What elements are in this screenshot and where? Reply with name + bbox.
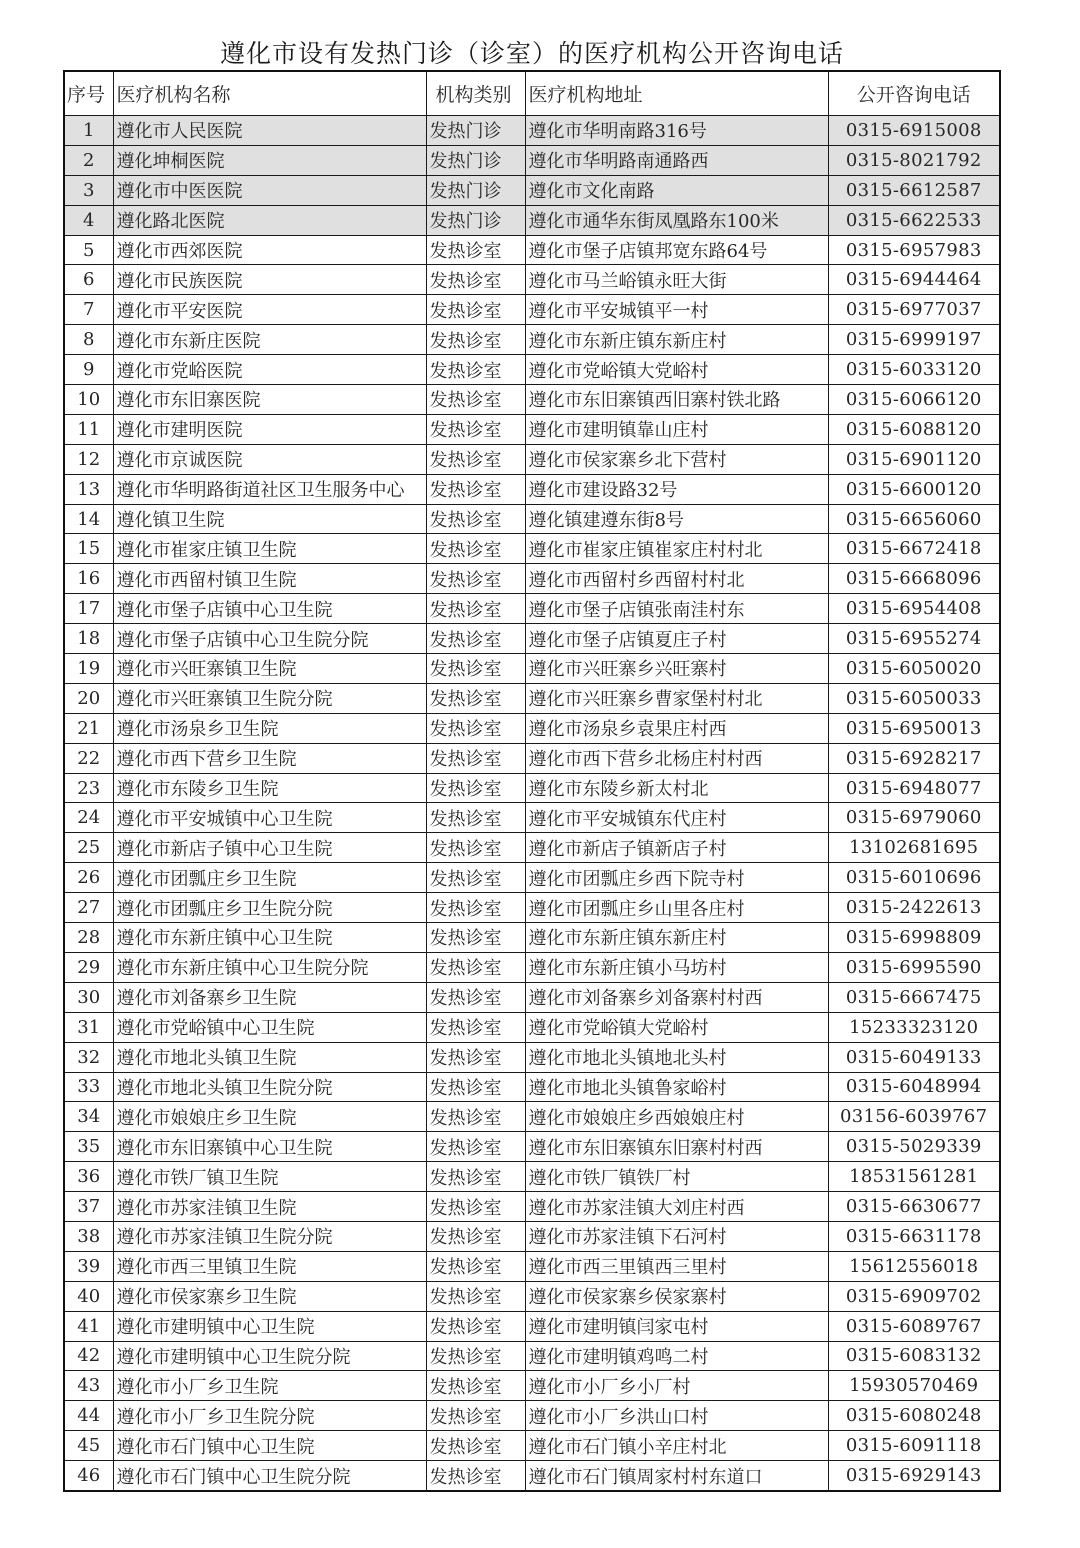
institution-name-cell: 遵化市华明路街道社区卫生服务中心	[113, 474, 426, 504]
serial-no-cell: 46	[64, 1461, 113, 1491]
serial-no-cell: 25	[64, 833, 113, 863]
consult-phone-cell: 0315-6957983	[828, 235, 1000, 265]
table-row	[64, 803, 1000, 833]
consult-phone-cell: 0315-6089767	[828, 1311, 1000, 1341]
institution-name-cell: 遵化路北医院	[113, 205, 426, 235]
institution-type-cell: 发热诊室	[426, 325, 525, 355]
serial-no-cell: 38	[64, 1221, 113, 1251]
institution-type-cell: 发热诊室	[426, 1311, 525, 1341]
table-row	[64, 325, 1000, 355]
institution-address-cell: 遵化市西三里镇西三里村	[525, 1251, 828, 1281]
institution-type-cell: 发热诊室	[426, 1401, 525, 1431]
institution-address-cell: 遵化市马兰峪镇永旺大街	[525, 265, 828, 295]
table-row	[64, 1281, 1000, 1311]
institution-type-cell: 发热诊室	[426, 773, 525, 803]
institution-name-cell: 遵化市建明镇中心卫生院	[113, 1311, 426, 1341]
consult-phone-cell: 0315-6929143	[828, 1461, 1000, 1491]
serial-no-cell: 22	[64, 743, 113, 773]
consult-phone-cell: 0315-6622533	[828, 205, 1000, 235]
serial-no-cell: 33	[64, 1072, 113, 1102]
institution-address-cell: 遵化市团瓢庄乡西下院寺村	[525, 863, 828, 893]
serial-no-cell: 3	[64, 175, 113, 205]
institution-type-cell: 发热诊室	[426, 235, 525, 265]
serial-no-cell: 6	[64, 265, 113, 295]
institution-address-cell: 遵化市华明南路316号	[525, 116, 828, 146]
consult-phone-cell: 15930570469	[828, 1371, 1000, 1401]
consult-phone-cell: 0315-6050020	[828, 654, 1000, 684]
institution-address-cell: 遵化市通华东街凤凰路东100米	[525, 205, 828, 235]
institution-name-cell: 遵化市铁厂镇卫生院	[113, 1162, 426, 1192]
table-row	[64, 385, 1000, 415]
institution-address-cell: 遵化市苏家洼镇下石河村	[525, 1221, 828, 1251]
table-row	[64, 654, 1000, 684]
serial-no-cell: 2	[64, 145, 113, 175]
table-row	[64, 145, 1000, 175]
serial-no-cell: 21	[64, 713, 113, 743]
institution-address-cell: 遵化市侯家寨乡侯家寨村	[525, 1281, 828, 1311]
institution-address-cell: 遵化市建明镇靠山庄村	[525, 414, 828, 444]
institution-type-cell: 发热诊室	[426, 1042, 525, 1072]
table-row	[64, 414, 1000, 444]
serial-no-cell: 32	[64, 1042, 113, 1072]
serial-no-cell: 9	[64, 355, 113, 385]
serial-no-cell: 31	[64, 1012, 113, 1042]
consult-phone-cell: 0315-6955274	[828, 624, 1000, 654]
institution-name-cell: 遵化市侯家寨乡卫生院	[113, 1281, 426, 1311]
table-row	[64, 743, 1000, 773]
institution-address-cell: 遵化市兴旺寨乡兴旺寨村	[525, 654, 828, 684]
institution-name-cell: 遵化坤桐医院	[113, 145, 426, 175]
consult-phone-cell: 0315-8021792	[828, 145, 1000, 175]
institution-type-cell: 发热诊室	[426, 624, 525, 654]
institution-type-cell: 发热诊室	[426, 1192, 525, 1222]
institution-name-cell: 遵化市人民医院	[113, 116, 426, 146]
table-row	[64, 982, 1000, 1012]
institution-type-cell: 发热诊室	[426, 1371, 525, 1401]
institution-address-cell: 遵化市地北头镇鲁家峪村	[525, 1072, 828, 1102]
serial-no-cell: 7	[64, 295, 113, 325]
table-row	[64, 1192, 1000, 1222]
institution-type-cell: 发热诊室	[426, 1431, 525, 1461]
institution-name-cell: 遵化镇卫生院	[113, 504, 426, 534]
consult-phone-cell: 0315-6928217	[828, 743, 1000, 773]
institution-name-cell: 遵化市东新庄镇中心卫生院分院	[113, 952, 426, 982]
consult-phone-cell: 0315-6915008	[828, 116, 1000, 146]
institution-type-cell: 发热诊室	[426, 1012, 525, 1042]
table-row	[64, 952, 1000, 982]
consult-phone-cell: 0315-2422613	[828, 893, 1000, 923]
consult-phone-cell: 15612556018	[828, 1251, 1000, 1281]
institution-name-cell: 遵化市西郊医院	[113, 235, 426, 265]
table-row	[64, 1132, 1000, 1162]
institution-name-cell: 遵化市西三里镇卫生院	[113, 1251, 426, 1281]
serial-no-cell: 5	[64, 235, 113, 265]
table-row	[64, 534, 1000, 564]
institution-name-cell: 遵化市平安城镇中心卫生院	[113, 803, 426, 833]
table-row	[64, 1102, 1000, 1132]
institution-name-cell: 遵化市崔家庄镇卫生院	[113, 534, 426, 564]
serial-no-cell: 18	[64, 624, 113, 654]
institution-type-cell: 发热诊室	[426, 594, 525, 624]
serial-no-cell: 15	[64, 534, 113, 564]
serial-no-cell: 29	[64, 952, 113, 982]
header-institution-type: 机构类别	[426, 71, 525, 116]
serial-no-cell: 1	[64, 116, 113, 146]
consult-phone-cell: 0315-6672418	[828, 534, 1000, 564]
consult-phone-cell: 0315-6999197	[828, 325, 1000, 355]
serial-no-cell: 41	[64, 1311, 113, 1341]
institution-type-cell: 发热诊室	[426, 534, 525, 564]
consult-phone-cell: 0315-6010696	[828, 863, 1000, 893]
institution-address-cell: 遵化市东新庄镇东新庄村	[525, 325, 828, 355]
table-row	[64, 1311, 1000, 1341]
serial-no-cell: 11	[64, 414, 113, 444]
table-row	[64, 1401, 1000, 1431]
header-serial-no: 序号	[64, 71, 113, 116]
table-row	[64, 1371, 1000, 1401]
serial-no-cell: 16	[64, 564, 113, 594]
header-consult-phone: 公开咨询电话	[828, 71, 1000, 116]
consult-phone-cell: 0315-6948077	[828, 773, 1000, 803]
consult-phone-cell: 0315-6091118	[828, 1431, 1000, 1461]
institution-type-cell: 发热诊室	[426, 923, 525, 953]
institution-name-cell: 遵化市东旧寨镇中心卫生院	[113, 1132, 426, 1162]
institution-type-cell: 发热门诊	[426, 145, 525, 175]
institution-address-cell: 遵化市崔家庄镇崔家庄村村北	[525, 534, 828, 564]
table-row	[64, 683, 1000, 713]
consult-phone-cell: 0315-6600120	[828, 474, 1000, 504]
consult-phone-cell: 0315-6667475	[828, 982, 1000, 1012]
institution-address-cell: 遵化市东旧寨镇西旧寨村铁北路	[525, 385, 828, 415]
serial-no-cell: 28	[64, 923, 113, 953]
institution-name-cell: 遵化市西留村镇卫生院	[113, 564, 426, 594]
header-institution-address: 医疗机构地址	[525, 71, 828, 116]
table-row	[64, 594, 1000, 624]
table-row	[64, 295, 1000, 325]
consult-phone-cell: 0315-6080248	[828, 1401, 1000, 1431]
institution-address-cell: 遵化市刘备寨乡刘备寨村村西	[525, 982, 828, 1012]
institution-type-cell: 发热诊室	[426, 654, 525, 684]
institution-type-cell: 发热诊室	[426, 355, 525, 385]
table-row	[64, 1042, 1000, 1072]
institution-type-cell: 发热诊室	[426, 683, 525, 713]
header-institution-name: 医疗机构名称	[113, 71, 426, 116]
institution-address-cell: 遵化市党峪镇大党峪村	[525, 1012, 828, 1042]
table-row	[64, 624, 1000, 654]
consult-phone-cell: 0315-6668096	[828, 564, 1000, 594]
institution-address-cell: 遵化市汤泉乡袁果庄村西	[525, 713, 828, 743]
table-row	[64, 235, 1000, 265]
institution-type-cell: 发热诊室	[426, 833, 525, 863]
institution-name-cell: 遵化市党峪医院	[113, 355, 426, 385]
serial-no-cell: 34	[64, 1102, 113, 1132]
institution-address-cell: 遵化市石门镇周家村村东道口	[525, 1461, 828, 1491]
consult-phone-cell: 0315-6033120	[828, 355, 1000, 385]
institution-address-cell: 遵化市地北头镇地北头村	[525, 1042, 828, 1072]
institution-type-cell: 发热诊室	[426, 444, 525, 474]
institution-address-cell: 遵化市建明镇鸡鸣二村	[525, 1341, 828, 1371]
table-row	[64, 773, 1000, 803]
table-header	[64, 71, 1000, 116]
institution-type-cell: 发热诊室	[426, 504, 525, 534]
institution-name-cell: 遵化市兴旺寨镇卫生院分院	[113, 683, 426, 713]
institution-type-cell: 发热诊室	[426, 982, 525, 1012]
institution-address-cell: 遵化市平安城镇东代庄村	[525, 803, 828, 833]
serial-no-cell: 27	[64, 893, 113, 923]
serial-no-cell: 40	[64, 1281, 113, 1311]
serial-no-cell: 23	[64, 773, 113, 803]
consult-phone-cell: 18531561281	[828, 1162, 1000, 1192]
institution-address-cell: 遵化市石门镇小辛庄村北	[525, 1431, 828, 1461]
institution-address-cell: 遵化市文化南路	[525, 175, 828, 205]
table-row	[64, 923, 1000, 953]
institution-type-cell: 发热诊室	[426, 893, 525, 923]
consult-phone-cell: 0315-6950013	[828, 713, 1000, 743]
table-row	[64, 1072, 1000, 1102]
institution-address-cell: 遵化市东陵乡新太村北	[525, 773, 828, 803]
institution-type-cell: 发热诊室	[426, 1341, 525, 1371]
institution-address-cell: 遵化市东旧寨镇东旧寨村村西	[525, 1132, 828, 1162]
consult-phone-cell: 0315-6066120	[828, 385, 1000, 415]
table-row	[64, 444, 1000, 474]
serial-no-cell: 39	[64, 1251, 113, 1281]
document-title: 遵化市设有发热门诊（诊室）的医疗机构公开咨询电话	[219, 39, 844, 68]
institution-address-cell: 遵化市小厂乡小厂村	[525, 1371, 828, 1401]
institution-type-cell: 发热门诊	[426, 175, 525, 205]
consult-phone-cell: 0315-6995590	[828, 952, 1000, 982]
institution-name-cell: 遵化市团瓢庄乡卫生院	[113, 863, 426, 893]
institution-type-cell: 发热诊室	[426, 1461, 525, 1491]
table-row	[64, 504, 1000, 534]
serial-no-cell: 44	[64, 1401, 113, 1431]
institution-address-cell: 遵化市华明路南通路西	[525, 145, 828, 175]
table-row	[64, 116, 1000, 146]
institution-type-cell: 发热诊室	[426, 474, 525, 504]
institution-name-cell: 遵化市苏家洼镇卫生院	[113, 1192, 426, 1222]
institution-type-cell: 发热诊室	[426, 1281, 525, 1311]
institution-type-cell: 发热门诊	[426, 205, 525, 235]
serial-no-cell: 13	[64, 474, 113, 504]
consult-phone-cell: 0315-6909702	[828, 1281, 1000, 1311]
table-row	[64, 1012, 1000, 1042]
institution-address-cell: 遵化市东新庄镇小马坊村	[525, 952, 828, 982]
institution-name-cell: 遵化市民族医院	[113, 265, 426, 295]
institution-type-cell: 发热诊室	[426, 1221, 525, 1251]
serial-no-cell: 30	[64, 982, 113, 1012]
institution-type-cell: 发热诊室	[426, 743, 525, 773]
table-row	[64, 713, 1000, 743]
institution-address-cell: 遵化市兴旺寨乡曹家堡村村北	[525, 683, 828, 713]
institution-address-cell: 遵化市新店子镇新店子村	[525, 833, 828, 863]
institution-name-cell: 遵化市兴旺寨镇卫生院	[113, 654, 426, 684]
serial-no-cell: 8	[64, 325, 113, 355]
institution-type-cell: 发热诊室	[426, 265, 525, 295]
institution-name-cell: 遵化市东新庄医院	[113, 325, 426, 355]
institution-type-cell: 发热诊室	[426, 713, 525, 743]
table-row	[64, 1251, 1000, 1281]
institution-type-cell: 发热诊室	[426, 1162, 525, 1192]
consult-phone-cell: 0315-6612587	[828, 175, 1000, 205]
institution-name-cell: 遵化市石门镇中心卫生院	[113, 1431, 426, 1461]
institution-name-cell: 遵化市娘娘庄乡卫生院	[113, 1102, 426, 1132]
table-row	[64, 265, 1000, 295]
header-row	[64, 71, 1000, 116]
consult-phone-cell: 0315-6630677	[828, 1192, 1000, 1222]
institution-address-cell: 遵化市小厂乡洪山口村	[525, 1401, 828, 1431]
institution-type-cell: 发热门诊	[426, 116, 525, 146]
institution-address-cell: 遵化市团瓢庄乡山里各庄村	[525, 893, 828, 923]
institution-type-cell: 发热诊室	[426, 414, 525, 444]
institution-name-cell: 遵化市地北头镇卫生院分院	[113, 1072, 426, 1102]
table-row	[64, 1162, 1000, 1192]
institution-name-cell: 遵化市建明医院	[113, 414, 426, 444]
institution-address-cell: 遵化市堡子店镇邦宽东路64号	[525, 235, 828, 265]
institution-name-cell: 遵化市东陵乡卫生院	[113, 773, 426, 803]
institution-type-cell: 发热诊室	[426, 564, 525, 594]
consult-phone-cell: 0315-5029339	[828, 1132, 1000, 1162]
serial-no-cell: 36	[64, 1162, 113, 1192]
institution-type-cell: 发热诊室	[426, 1072, 525, 1102]
institution-name-cell: 遵化市新店子镇中心卫生院	[113, 833, 426, 863]
institution-name-cell: 遵化市汤泉乡卫生院	[113, 713, 426, 743]
table-row	[64, 175, 1000, 205]
serial-no-cell: 24	[64, 803, 113, 833]
institution-address-cell: 遵化市西下营乡北杨庄村村西	[525, 743, 828, 773]
table-row	[64, 474, 1000, 504]
institution-address-cell: 遵化市铁厂镇铁厂村	[525, 1162, 828, 1192]
institution-address-cell: 遵化市建明镇闫家屯村	[525, 1311, 828, 1341]
table-row	[64, 1341, 1000, 1371]
institution-name-cell: 遵化市东旧寨医院	[113, 385, 426, 415]
consult-phone-cell: 0315-6998809	[828, 923, 1000, 953]
serial-no-cell: 35	[64, 1132, 113, 1162]
serial-no-cell: 43	[64, 1371, 113, 1401]
institution-name-cell: 遵化市京诚医院	[113, 444, 426, 474]
institution-address-cell: 遵化镇建遵东街8号	[525, 504, 828, 534]
consult-phone-cell: 0315-6088120	[828, 414, 1000, 444]
institution-name-cell: 遵化市党峪镇中心卫生院	[113, 1012, 426, 1042]
institution-address-cell: 遵化市建设路32号	[525, 474, 828, 504]
serial-no-cell: 19	[64, 654, 113, 684]
institution-name-cell: 遵化市西下营乡卫生院	[113, 743, 426, 773]
serial-no-cell: 14	[64, 504, 113, 534]
serial-no-cell: 45	[64, 1431, 113, 1461]
serial-no-cell: 26	[64, 863, 113, 893]
institution-type-cell: 发热诊室	[426, 863, 525, 893]
serial-no-cell: 20	[64, 683, 113, 713]
consult-phone-cell: 0315-6631178	[828, 1221, 1000, 1251]
consult-phone-cell: 03156-6039767	[828, 1102, 1000, 1132]
institution-address-cell: 遵化市堡子店镇夏庄子村	[525, 624, 828, 654]
institution-type-cell: 发热诊室	[426, 1132, 525, 1162]
consult-phone-cell: 0315-6901120	[828, 444, 1000, 474]
institution-type-cell: 发热诊室	[426, 295, 525, 325]
serial-no-cell: 12	[64, 444, 113, 474]
hospital-contact-table	[63, 70, 1001, 1492]
institution-name-cell: 遵化市刘备寨乡卫生院	[113, 982, 426, 1012]
table-row	[64, 893, 1000, 923]
institution-address-cell: 遵化市东新庄镇东新庄村	[525, 923, 828, 953]
serial-no-cell: 10	[64, 385, 113, 415]
consult-phone-cell: 0315-6050033	[828, 683, 1000, 713]
consult-phone-cell: 15233323120	[828, 1012, 1000, 1042]
institution-name-cell: 遵化市建明镇中心卫生院分院	[113, 1341, 426, 1371]
institution-address-cell: 遵化市侯家寨乡北下营村	[525, 444, 828, 474]
table-row	[64, 863, 1000, 893]
consult-phone-cell: 0315-6048994	[828, 1072, 1000, 1102]
consult-phone-cell: 13102681695	[828, 833, 1000, 863]
table-row	[64, 564, 1000, 594]
institution-address-cell: 遵化市党峪镇大党峪村	[525, 355, 828, 385]
table-row	[64, 1431, 1000, 1461]
serial-no-cell: 4	[64, 205, 113, 235]
table-row	[64, 1461, 1000, 1491]
institution-type-cell: 发热诊室	[426, 385, 525, 415]
consult-phone-cell: 0315-6944464	[828, 265, 1000, 295]
institution-name-cell: 遵化市地北头镇卫生院	[113, 1042, 426, 1072]
table-body	[64, 116, 1000, 1491]
institution-address-cell: 遵化市平安城镇平一村	[525, 295, 828, 325]
institution-name-cell: 遵化市小厂乡卫生院	[113, 1371, 426, 1401]
table-row	[64, 205, 1000, 235]
consult-phone-cell: 0315-6656060	[828, 504, 1000, 534]
institution-name-cell: 遵化市小厂乡卫生院分院	[113, 1401, 426, 1431]
serial-no-cell: 17	[64, 594, 113, 624]
institution-type-cell: 发热诊室	[426, 1102, 525, 1132]
institution-name-cell: 遵化市东新庄镇中心卫生院	[113, 923, 426, 953]
institution-name-cell: 遵化市堡子店镇中心卫生院	[113, 594, 426, 624]
institution-type-cell: 发热诊室	[426, 803, 525, 833]
consult-phone-cell: 0315-6954408	[828, 594, 1000, 624]
institution-type-cell: 发热诊室	[426, 1251, 525, 1281]
institution-name-cell: 遵化市苏家洼镇卫生院分院	[113, 1221, 426, 1251]
table-row	[64, 833, 1000, 863]
consult-phone-cell: 0315-6083132	[828, 1341, 1000, 1371]
consult-phone-cell: 0315-6049133	[828, 1042, 1000, 1072]
institution-type-cell: 发热诊室	[426, 952, 525, 982]
institution-name-cell: 遵化市石门镇中心卫生院分院	[113, 1461, 426, 1491]
institution-name-cell: 遵化市平安医院	[113, 295, 426, 325]
serial-no-cell: 42	[64, 1341, 113, 1371]
consult-phone-cell: 0315-6979060	[828, 803, 1000, 833]
institution-address-cell: 遵化市西留村乡西留村村北	[525, 564, 828, 594]
institution-name-cell: 遵化市团瓢庄乡卫生院分院	[113, 893, 426, 923]
table-row	[64, 1221, 1000, 1251]
serial-no-cell: 37	[64, 1192, 113, 1222]
institution-name-cell: 遵化市堡子店镇中心卫生院分院	[113, 624, 426, 654]
institution-address-cell: 遵化市苏家洼镇大刘庄村西	[525, 1192, 828, 1222]
table-row	[64, 355, 1000, 385]
institution-address-cell: 遵化市堡子店镇张南洼村东	[525, 594, 828, 624]
institution-address-cell: 遵化市娘娘庄乡西娘娘庄村	[525, 1102, 828, 1132]
institution-name-cell: 遵化市中医医院	[113, 175, 426, 205]
consult-phone-cell: 0315-6977037	[828, 295, 1000, 325]
